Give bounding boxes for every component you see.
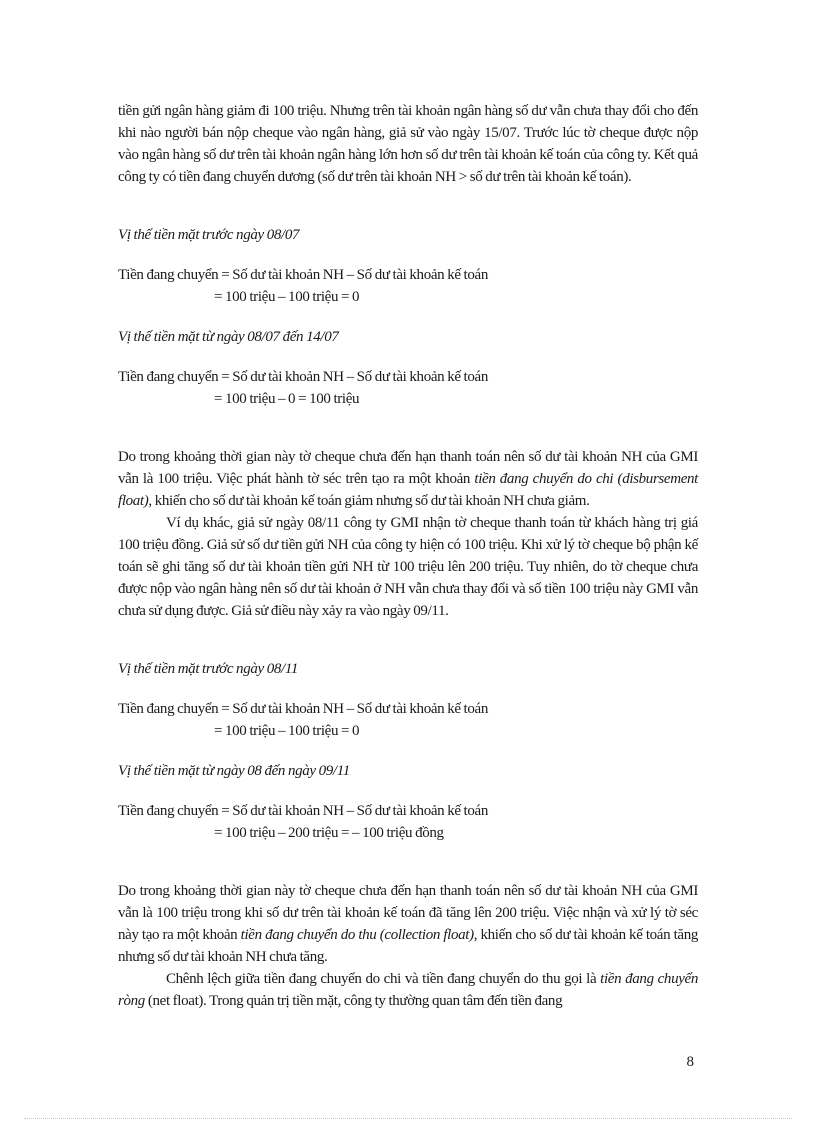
paragraph-disbursement-float-a: Do trong khoảng thời gian này tờ cheque chưa đến hạn thanh toán nên số dư tài khoản NH của GMI vẫn là 100 triệu. Việc phát hành tờ séc trên tạo ra một khoản [118,449,698,487]
paragraph-collection-float-a: Do trong khoảng thời gian này tờ cheque chưa đến hạn thanh toán nên số dư tài khoản NH của GMI vẫn là 100 triệu trong khi số dư trên tài khoản kế toán đã tăng lên 200 triệu. Việc nhận và xử lý tờ séc này tạo ra một khoản [118,883,698,943]
heading-cash-position-0807-1407: Vị thế tiền mặt từ ngày 08/07 đến 14/07 [118,329,339,345]
paragraph-net-float-a: Chênh lệch giữa tiền đang chuyển do chi và tiền đang chuyển do thu gọi là [166,971,601,987]
equation-4-result: = 100 triệu – 200 triệu = – 100 triệu đồng [214,825,444,841]
paragraph-net-float-b: (net float). Trong quản trị tiền mặt, công ty thường quan tâm đến tiền đang [144,993,563,1009]
equation-4-line: Tiền đang chuyển = Số dư tài khoản NH – Số dư tài khoản kế toán [118,803,488,819]
paragraph-net-float [118,968,698,1012]
equation-3-line: Tiền đang chuyển = Số dư tài khoản NH – Số dư tài khoản kế toán [118,701,488,717]
page-number: 8 [686,1054,694,1070]
paragraph-example-gmi: Ví dụ khác, giả sử ngày 08/11 công ty GMI nhận tờ cheque thanh toán từ khách hàng trị giá 100 triệu đồng. Giả sử số dư tiền gửi NH của công ty hiện có 100 triệu. Khi xử lý tờ cheque bộ phận kế toán sẽ ghi tăng số dư tài khoản tiền gửi NH từ 100 triệu lên 200 triệu. Tuy nhiên, do tờ cheque chưa được nộp vào ngân hàng nên số dư tài khoản ở NH vẫn chưa thay đổi và số tiền 100 triệu này GMI vẫn chưa sử dụng được. Giả sử điều này xảy ra vào ngày 09/11. [118,515,698,619]
paragraph-collection-float-b: , khiến cho số dư tài khoản kế toán tăng nhưng số dư tài khoản NH chưa tăng. [118,927,699,965]
paragraph-disbursement-float [118,446,698,512]
document-page [118,100,698,1012]
equation-1-line: Tiền đang chuyển = Số dư tài khoản NH – Số dư tài khoản kế toán [118,267,488,283]
paragraph-disbursement-float-b: , khiến cho số dư tài khoản kế toán giảm nhưng số dư tài khoản NH chưa giảm. [148,493,590,509]
term-collection-float: tiền đang chuyển do thu (collection float) [240,927,474,943]
equation-1-result: = 100 triệu – 100 triệu = 0 [214,289,360,305]
heading-cash-position-08-0911: Vị thế tiền mặt từ ngày 08 đến ngày 09/11 [118,763,350,779]
equation-3-result: = 100 triệu – 100 triệu = 0 [214,723,360,739]
heading-cash-position-before-0811: Vị thế tiền mặt trước ngày 08/11 [118,661,299,677]
term-net-float: tiền đang chuyển ròng [118,971,698,1009]
term-disbursement-float: tiền đang chuyển do chi (disbursement float) [118,471,698,509]
footer-dotted-rule [24,1118,792,1119]
paragraph-intro: tiền gửi ngân hàng giảm đi 100 triệu. Nhưng trên tài khoản ngân hàng số dư vẫn chưa thay đổi cho đến khi nào người bán nộp cheque vào ngân hàng, giả sử vào ngày 15/07. Trước lúc tờ cheque được nộp vào ngân hàng số dư trên tài khoản ngân hàng lớn hơn số dư trên tài khoản kế toán của công ty. Kết quả công ty có tiền đang chuyển dương (số dư trên tài khoản NH > số dư trên tài khoản kế toán). [118,103,698,185]
paragraph-collection-float [118,880,698,968]
equation-2-line: Tiền đang chuyển = Số dư tài khoản NH – Số dư tài khoản kế toán [118,369,488,385]
heading-cash-position-before-0807: Vị thế tiền mặt trước ngày 08/07 [118,227,300,243]
equation-2-result: = 100 triệu – 0 = 100 triệu [214,391,360,407]
